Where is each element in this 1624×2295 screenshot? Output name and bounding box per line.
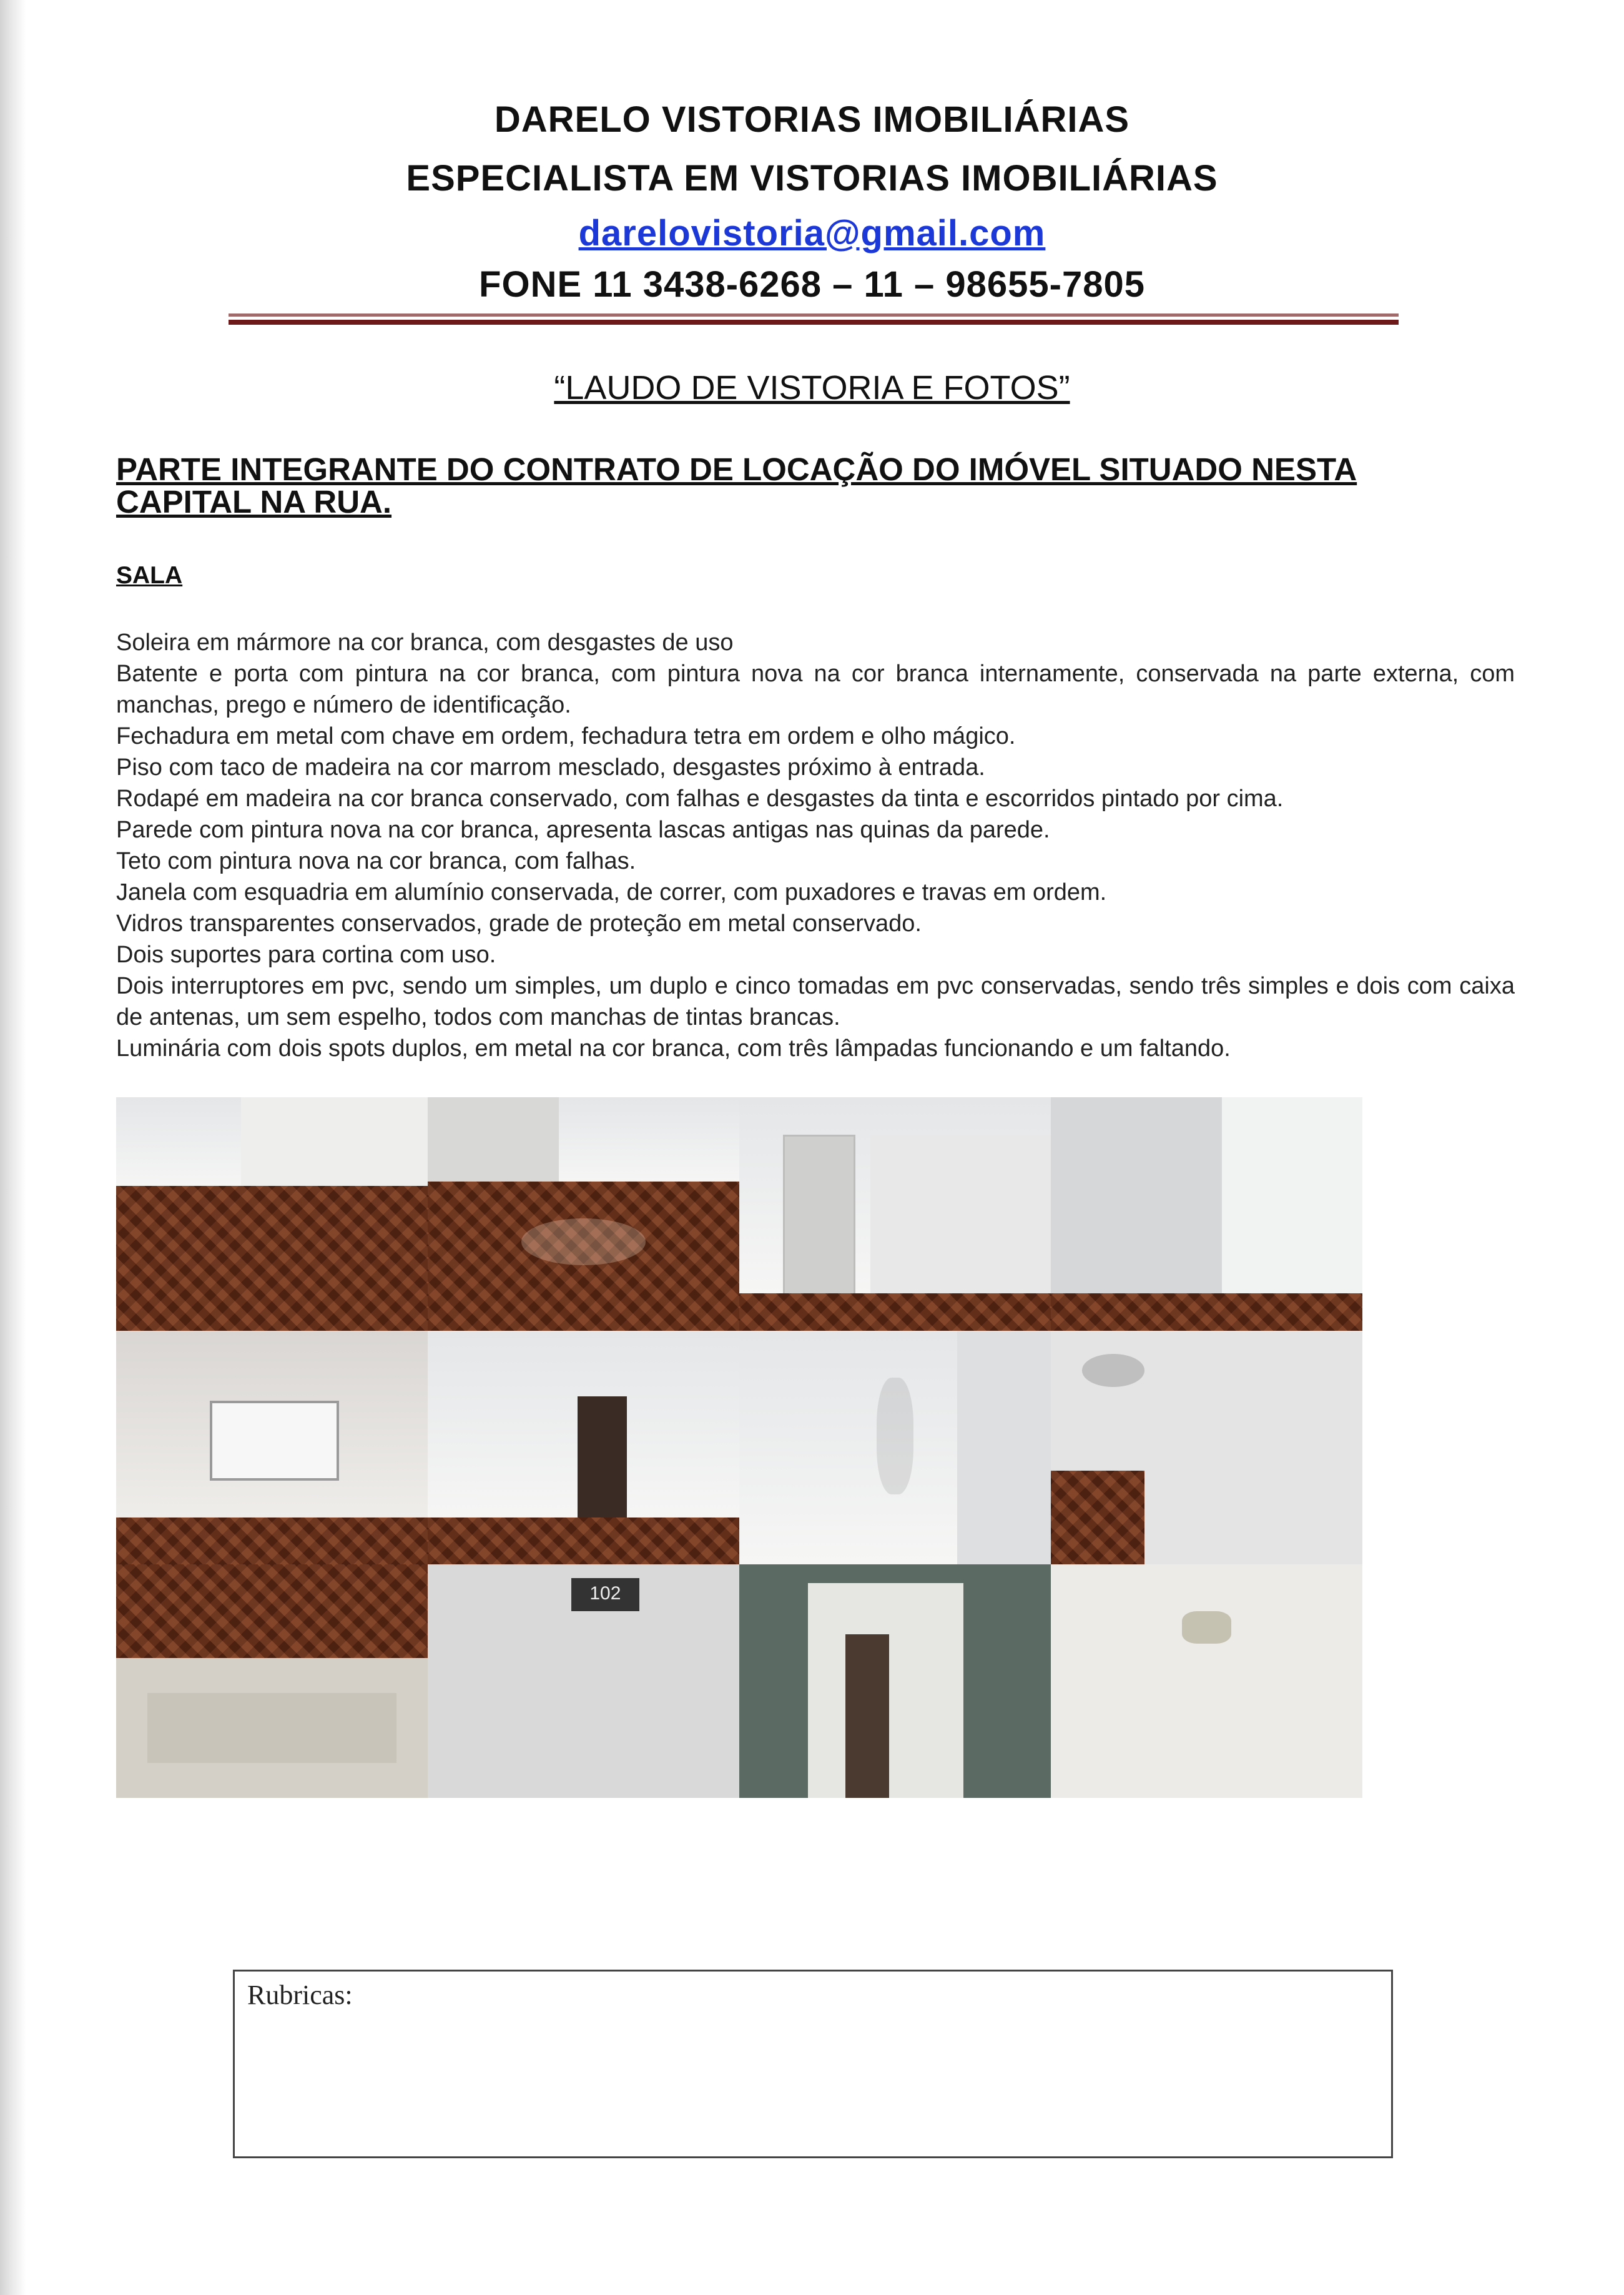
photo-open-door xyxy=(739,1564,1051,1798)
page-edge-shadow xyxy=(0,0,26,2295)
photo-marble-threshold xyxy=(116,1564,428,1798)
photo-door-corner xyxy=(739,1097,1051,1331)
photo-grid xyxy=(116,1097,1362,1798)
header-divider-thick xyxy=(229,320,1399,325)
company-tagline: ESPECIALISTA EM VISTORIAS IMOBILIÁRIAS xyxy=(406,158,1218,199)
inspection-description xyxy=(116,627,1515,1064)
description-line: Fechadura em metal com chave em ordem, fechadura tetra em ordem e olho mágico. xyxy=(116,723,1016,749)
description-line: Soleira em mármore na cor branca, com desgastes de uso xyxy=(116,629,734,656)
description-line: Dois interruptores em pvc, sendo um simples, um duplo e cinco tomadas em pvc conservadas, sendo três simples e dois com caixa de antenas, um sem espelho, todos com manchas de tintas brancas. xyxy=(116,973,1515,1030)
photo-hallway-door xyxy=(428,1331,739,1564)
company-name: DARELO VISTORIAS IMOBILIÁRIAS xyxy=(494,99,1130,140)
photo-window-room xyxy=(116,1331,428,1564)
description-line: Teto com pintura nova na cor branca, com falhas. xyxy=(116,848,636,874)
description-line: Dois suportes para cortina com uso. xyxy=(116,942,496,968)
description-line: Janela com esquadria em alumínio conservada, de correr, com puxadores e travas em ordem. xyxy=(116,879,1107,906)
phone-number: FONE 11 3438-6268 – 11 – 98655-7805 xyxy=(479,264,1145,305)
rubric-label: Rubricas: xyxy=(247,1980,353,2010)
photo-door-number xyxy=(428,1564,739,1798)
photo-room-floor-1 xyxy=(116,1097,428,1331)
document-title: “LAUDO DE VISTORIA E FOTOS” xyxy=(554,369,1070,407)
photo-light-fixture xyxy=(1051,1564,1362,1798)
description-line: Piso com taco de madeira na cor marrom mesclado, desgastes próximo à entrada. xyxy=(116,754,985,781)
email-link[interactable]: darelovistoria@gmail.com xyxy=(578,213,1046,254)
photo-wall-corner xyxy=(1051,1097,1362,1331)
description-line: Batente e porta com pintura na cor branca, com pintura nova na cor branca internamente, conservada na parte externa, com manchas, prego e número de identificação. xyxy=(116,661,1515,718)
description-line: Vidros transparentes conservados, grade de proteção em metal conservado. xyxy=(116,911,922,937)
section-title: SALA xyxy=(116,562,183,589)
photo-wall-shadow xyxy=(739,1331,1051,1564)
door-number-plate: 102 xyxy=(571,1578,640,1611)
photo-room-floor-2 xyxy=(428,1097,739,1331)
document-subtitle: PARTE INTEGRANTE DO CONTRATO DE LOCAÇÃO DO IMÓVEL SITUADO NESTA CAPITAL NA RUA. xyxy=(116,452,1357,520)
description-line: Rodapé em madeira na cor branca conservado, com falhas e desgastes da tinta e escorridos pintado por cima. xyxy=(116,786,1284,812)
description-line: Luminária com dois spots duplos, em metal na cor branca, com três lâmpadas funcionando e um faltando. xyxy=(116,1035,1231,1062)
header-divider-thin xyxy=(229,313,1399,317)
rubric-box xyxy=(233,1970,1393,2158)
description-line: Parede com pintura nova na cor branca, apresenta lascas antigas nas quinas da parede. xyxy=(116,817,1050,843)
photo-ceiling-corner xyxy=(1051,1331,1362,1564)
